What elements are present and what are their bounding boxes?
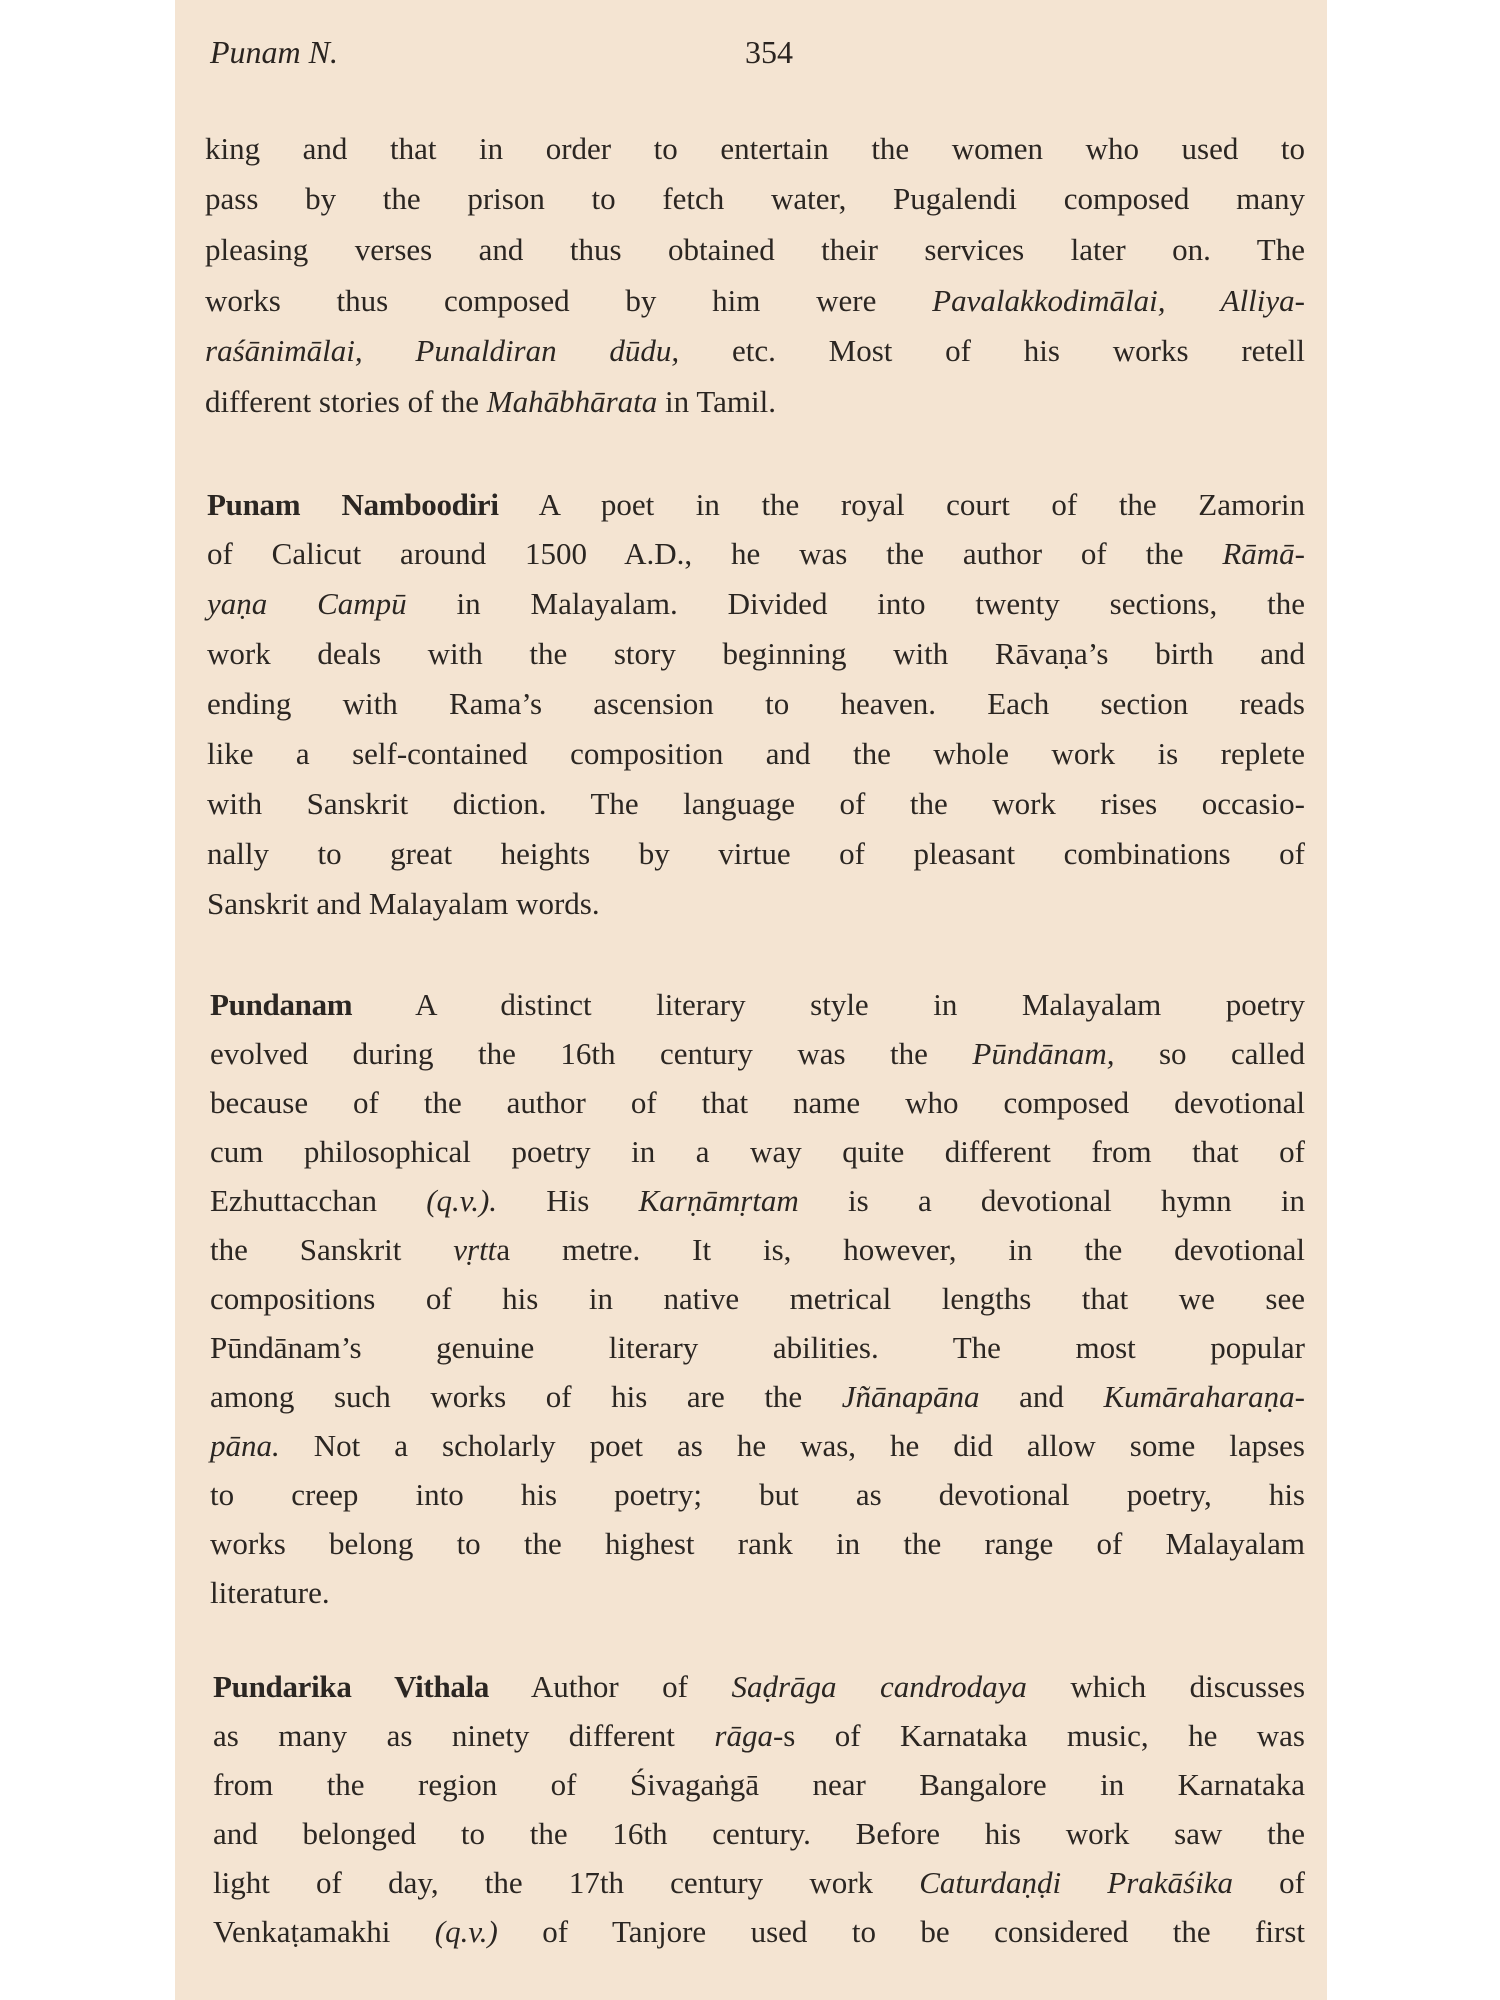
work-title: pāna. xyxy=(210,1428,280,1463)
term: vṛtt xyxy=(453,1232,497,1267)
text-line: works thus composed by him were Pavalakkodimālai, Alliya- xyxy=(205,283,1305,318)
text-line: with Sanskrit diction. The language of the work rises occasio- xyxy=(207,786,1305,821)
work-title: yaṇa Campū xyxy=(207,586,407,621)
text-line: nally to great heights by virtue of pleasant combinations of xyxy=(207,836,1305,871)
text-line: and belonged to the 16th century. Before his work saw the xyxy=(213,1816,1305,1851)
work-title: Kumāraharaṇa- xyxy=(1103,1379,1305,1414)
text-line: pāna. Not a scholarly poet as he was, he did allow some lapses xyxy=(210,1428,1305,1463)
text-line: to creep into his poetry; but as devotional poetry, his xyxy=(210,1477,1305,1512)
work-title: Saḍrāga candrodaya xyxy=(731,1669,1027,1704)
work-title: Rāmā- xyxy=(1222,536,1305,571)
text-line: works belong to the highest rank in the range of Malayalam xyxy=(210,1526,1305,1561)
cross-reference: (q.v.). xyxy=(426,1183,498,1218)
entry-title: Punam Namboodiri xyxy=(207,487,499,522)
text-line: among such works of his are the Jñānapāna and Kumāraharaṇa- xyxy=(210,1379,1305,1414)
text-line: of Calicut around 1500 A.D., he was the author of the Rāmā- xyxy=(207,536,1305,571)
entry-title: Pundarika Vithala xyxy=(213,1669,490,1704)
work-title: Pavalakkodimālai, Alliya- xyxy=(932,283,1305,318)
text-line: different stories of the Mahābhārata in Tamil. xyxy=(205,384,776,419)
work-title: Jñānapāna xyxy=(841,1379,980,1414)
work-title: Karṇāmṛtam xyxy=(638,1183,799,1218)
text-line: Ezhuttacchan (q.v.). His Karṇāmṛtam is a devotional hymn in xyxy=(210,1183,1305,1218)
text-line: raśānimālai, Punaldiran dūdu, etc. Most of his works retell xyxy=(205,333,1305,368)
cross-reference: (q.v.) xyxy=(434,1914,498,1949)
text-line: yaṇa Campū in Malayalam. Divided into twenty sections, the xyxy=(207,586,1305,621)
work-title: Pūndānam, xyxy=(972,1036,1115,1071)
text-line: as many as ninety different rāga-s of Karnataka music, he was xyxy=(213,1718,1305,1753)
text-line: evolved during the 16th century was the Pūndānam, so called xyxy=(210,1036,1305,1071)
text-line: Sanskrit and Malayalam words. xyxy=(207,886,600,921)
text-line: ending with Rama’s ascension to heaven. Each section reads xyxy=(207,686,1305,721)
page-header xyxy=(210,34,1300,74)
text-line: Venkaṭamakhi (q.v.) of Tanjore used to be considered the first xyxy=(213,1914,1305,1949)
text-line: pleasing verses and thus obtained their services later on. The xyxy=(205,232,1305,267)
term: rāga xyxy=(714,1718,773,1753)
text-line: because of the author of that name who composed devotional xyxy=(210,1085,1305,1120)
text-line: like a self-contained composition and the whole work is replete xyxy=(207,736,1305,771)
text-line: light of day, the 17th century work Caturdaṇḍi Prakāśika of xyxy=(213,1865,1305,1900)
book-page xyxy=(175,0,1327,2000)
running-head: Punam N. xyxy=(210,34,338,70)
text-line: Pūndānam’s genuine literary abilities. The most popular xyxy=(210,1330,1305,1365)
text-line: from the region of Śivagaṅgā near Bangalore in Karnataka xyxy=(213,1767,1305,1802)
work-title: Mahābhārata xyxy=(486,384,658,419)
text-line: pass by the prison to fetch water, Pugalendi composed many xyxy=(205,181,1305,216)
text-line: compositions of his in native metrical lengths that we see xyxy=(210,1281,1305,1316)
work-title: Caturdaṇḍi Prakāśika xyxy=(919,1865,1233,1900)
page-number: 354 xyxy=(745,34,793,70)
text-line: cum philosophical poetry in a way quite different from that of xyxy=(210,1134,1305,1169)
text-line: Pundarika Vithala Author of Saḍrāga candrodaya which discusses xyxy=(213,1669,1306,1704)
text-line: the Sanskrit vṛtta metre. It is, however, in the devotional xyxy=(210,1232,1305,1267)
text-line: literature. xyxy=(210,1575,330,1610)
text-line: Punam Namboodiri A poet in the royal court of the Zamorin xyxy=(207,487,1306,522)
entry-title: Pundanam xyxy=(210,987,353,1022)
text-line: Pundanam A distinct literary style in Malayalam poetry xyxy=(210,987,1305,1022)
work-title: raśānimālai, Punaldiran dūdu, xyxy=(205,333,680,368)
text-line: king and that in order to entertain the women who used to xyxy=(205,131,1305,166)
text-line: work deals with the story beginning with Rāvaṇa’s birth and xyxy=(207,636,1305,671)
